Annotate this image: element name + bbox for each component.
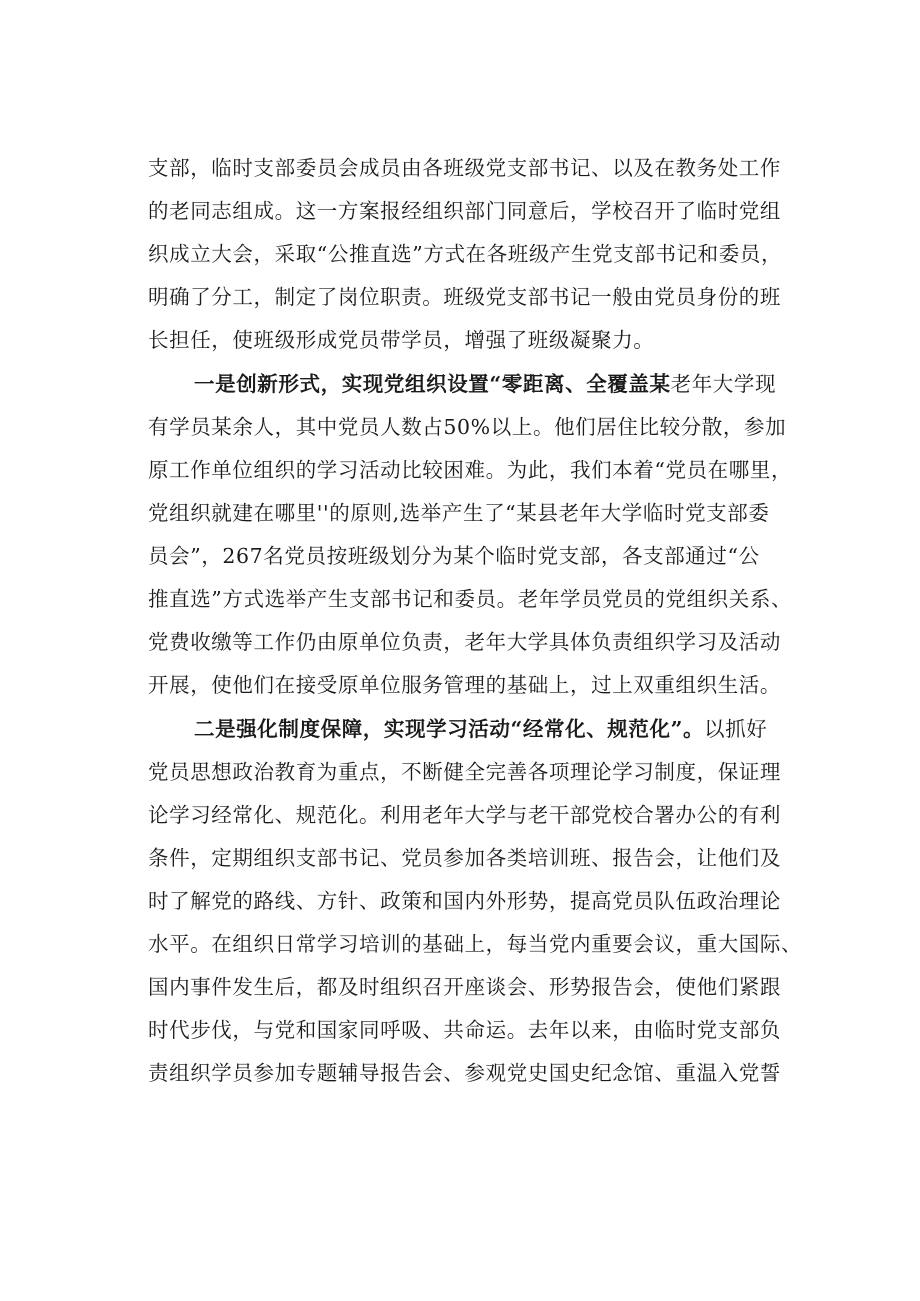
body-text: 党组织就建在哪里''的原则,选举产生了“某县老年大学临时党支部委 — [148, 501, 770, 525]
body-text: 责组织学员参加专题辅导报告会、参观党史国史纪念馆、重温入党誓 — [148, 1061, 781, 1085]
paragraph-line — [148, 284, 781, 310]
paragraph-line — [148, 672, 781, 698]
paragraph-line — [148, 414, 786, 440]
body-text: 条件，定期组织支部书记、党员参加各类培训班、报告会，让他们及 — [148, 846, 781, 870]
body-text: 以抓好 — [704, 717, 768, 741]
paragraph-line — [194, 716, 767, 742]
paragraph-line — [148, 198, 781, 224]
paragraph-line — [148, 888, 781, 914]
body-text: 党费收缴等工作仍由原单位负责，老年大学具体负责组织学习及活动 — [148, 630, 781, 654]
paragraph-line — [148, 457, 792, 483]
paragraph-line — [148, 543, 760, 569]
paragraph-line — [148, 845, 781, 871]
body-text: 推直选”方式选举产生支部书记和委员。老年学员党员的党组织关系、 — [148, 587, 793, 611]
body-text: 有学员某余人，其中党员人数占50%以上。他们居住比较分散，参加 — [148, 415, 787, 439]
body-text: 水平。在组织日常学习培训的基础上，每当党内重要会议，重大国际、 — [148, 932, 803, 956]
body-text: 明确了分工，制定了岗位职责。班级党支部书记一般由党员身份的班 — [148, 285, 781, 309]
paragraph-line — [194, 371, 776, 397]
body-text: 老年大学现 — [670, 372, 777, 396]
body-text: 员会”，267名党员按班级划分为某个临时党支部，各支部通过“公 — [148, 544, 760, 568]
body-text: 论学习经常化、规范化。利用老年大学与老干部党校合署办公的有利 — [148, 803, 781, 827]
bold-lead-text: 二是强化制度保障，实现学习活动“经常化、规范化”。 — [194, 717, 705, 741]
paragraph-line — [148, 1017, 781, 1043]
paragraph-line — [148, 759, 781, 785]
body-text: 开展，使他们在接受原单位服务管理的基础上，过上双重组织生活。 — [148, 673, 781, 697]
body-text: 支部，临时支部委员会成员由各班级党支部书记、以及在教务处工作 — [148, 156, 781, 180]
paragraph-line — [148, 974, 781, 1000]
body-text: 长担任，使班级形成党员带学员，增强了班级凝聚力。 — [148, 328, 655, 352]
paragraph-line — [148, 500, 769, 526]
paragraph-line — [148, 327, 654, 353]
body-text: 原工作单位组织的学习活动比较困难。为此，我们本着“党员在哪里， — [148, 458, 793, 482]
paragraph-line — [148, 931, 802, 957]
body-text: 织成立大会，采取“公推直选”方式在各班级产生党支部书记和委员， — [148, 242, 783, 266]
body-text: 时了解党的路线、方针、政策和国内外形势，提高党员队伍政治理论 — [148, 889, 781, 913]
body-text: 时代步伐，与党和国家同呼吸、共命运。去年以来，由临时党支部负 — [148, 1018, 781, 1042]
body-text: 党员思想政治教育为重点，不断健全完善各项理论学习制度，保证理 — [148, 760, 781, 784]
paragraph-line — [148, 241, 782, 267]
paragraph-line — [148, 629, 781, 655]
paragraph-line — [148, 155, 781, 181]
paragraph-line — [148, 802, 781, 828]
paragraph-line — [148, 1060, 781, 1086]
body-text: 国内事件发生后，都及时组织召开座谈会、形势报告会，使他们紧跟 — [148, 975, 781, 999]
bold-lead-text: 一是创新形式，实现党组织设置“零距离、全覆盖某 — [194, 372, 671, 396]
body-text: 的老同志组成。这一方案报经组织部门同意后，学校召开了临时党组 — [148, 199, 781, 223]
paragraph-line — [148, 586, 792, 612]
